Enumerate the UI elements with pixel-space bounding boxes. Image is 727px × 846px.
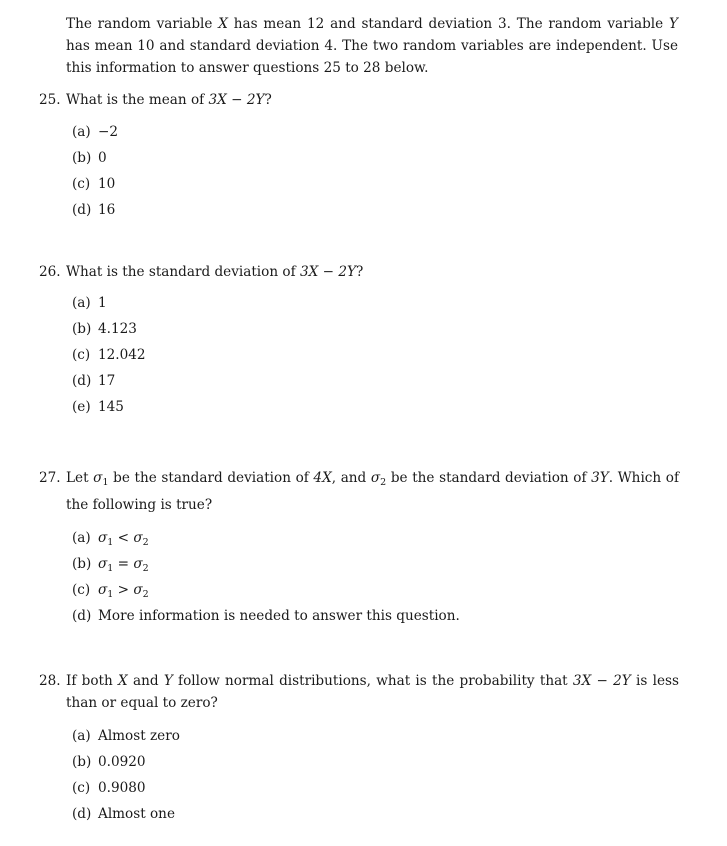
question-text: If both [66,673,119,689]
sigma-symbol: σ [133,582,143,598]
option-label: (a) [72,530,91,546]
math-expression: 3X − 2Y [572,673,631,689]
question-25-options [39,119,679,223]
math-expression: 4X [313,470,332,486]
question-text: What is the standard deviation of [66,264,300,280]
question-number: 25. [39,92,61,108]
option-value: 10 [98,176,116,192]
sigma-symbol: σ [133,556,143,572]
question-text: is less than or equal to zero? [66,673,679,711]
question-text: follow normal distributions, what is the probability that [172,673,573,689]
option-b[interactable] [72,551,679,577]
math-expression: 3X − 2Y [208,92,265,108]
option-d[interactable] [72,197,679,223]
subscript: 1 [107,589,114,600]
option-label: (b) [72,556,92,572]
option-label: (d) [72,806,92,822]
question-28-options [39,723,679,827]
option-value: 0.0920 [98,754,146,770]
sigma-symbol: σ [98,582,108,598]
intro-paragraph [66,13,678,79]
subscript: 1 [102,477,109,488]
option-value: Almost zero [98,728,180,744]
operator: = [113,556,134,572]
option-label: (c) [72,582,91,598]
option-label: (b) [72,150,92,166]
option-c[interactable] [72,577,679,603]
subscript: 2 [142,589,149,600]
option-value: 0.9080 [98,780,146,796]
sigma-symbol: σ [133,530,143,546]
option-label: (a) [72,728,91,744]
question-text: be the standard deviation of [108,470,314,486]
question-number: 28. [39,673,61,689]
option-value: 17 [98,373,116,389]
intro-text: has mean 10 and standard deviation 4. The two random variables are independent. Use this information to answer questions 25 to 28 below. [66,38,678,76]
subscript: 2 [142,563,149,574]
option-value: More information is needed to answer this question. [98,608,460,624]
option-e[interactable] [72,394,679,420]
operator: < [113,530,134,546]
option-label: (a) [72,124,91,140]
option-value: 4.123 [98,321,137,337]
option-a[interactable] [72,119,679,145]
subscript: 1 [107,537,114,548]
option-d[interactable] [72,603,679,629]
question-text: ? [264,92,272,108]
question-28-stem [39,670,679,714]
option-label: (a) [72,295,91,311]
option-value: 12.042 [98,347,146,363]
option-a[interactable] [72,525,679,551]
question-26 [39,261,679,420]
math-expression: 3Y [591,470,609,486]
question-text: , and [331,470,371,486]
variable-y: Y [163,673,173,689]
option-c[interactable] [72,342,679,368]
option-label: (c) [72,176,91,192]
option-label: (d) [72,608,92,624]
question-26-stem [39,261,679,283]
question-text: Let [66,470,94,486]
question-28 [39,670,679,827]
option-label: (c) [72,780,91,796]
option-b[interactable] [72,749,679,775]
intro-text: has mean 12 and standard deviation 3. The random variable [227,16,670,32]
option-a[interactable] [72,723,679,749]
option-value: −2 [98,124,119,140]
sigma-symbol: σ [98,530,108,546]
variable-y: Y [669,16,678,32]
option-value: Almost one [98,806,175,822]
option-label: (d) [72,202,92,218]
option-a[interactable] [72,290,679,316]
question-text: ? [355,264,364,280]
sigma-symbol: σ [98,556,108,572]
math-expression: 3X − 2Y [299,264,356,280]
question-27-options [39,525,679,629]
subscript: 1 [107,563,114,574]
question-number: 26. [39,264,61,280]
variable-x: X [218,16,228,32]
intro-text: The random variable [66,16,219,32]
question-text: be the standard deviation of [386,470,592,486]
sigma-symbol: σ [93,470,103,486]
question-text: . Which of the following is true? [66,470,679,513]
sigma-symbol: σ [370,470,381,486]
question-26-options [39,290,679,420]
option-c[interactable] [72,171,679,197]
question-text: and [127,673,164,689]
question-27 [39,467,679,629]
question-text: What is the mean of [66,92,209,108]
option-label: (e) [72,399,91,415]
option-label: (b) [72,321,92,337]
question-25-stem [39,89,679,111]
question-27-stem [39,467,679,516]
variable-x: X [118,673,128,689]
question-25 [39,89,679,223]
option-label: (b) [72,754,92,770]
option-value: 145 [98,399,124,415]
operator: > [113,582,134,598]
option-value: 1 [98,295,107,311]
option-c[interactable] [72,775,679,801]
option-value: 16 [98,202,116,218]
option-d[interactable] [72,801,679,827]
option-d[interactable] [72,368,679,394]
option-b[interactable] [72,145,679,171]
option-label: (d) [72,373,92,389]
subscript: 2 [142,537,149,548]
option-value: 0 [98,150,107,166]
option-b[interactable] [72,316,679,342]
subscript: 2 [380,477,387,488]
question-number: 27. [39,470,61,486]
option-label: (c) [72,347,91,363]
